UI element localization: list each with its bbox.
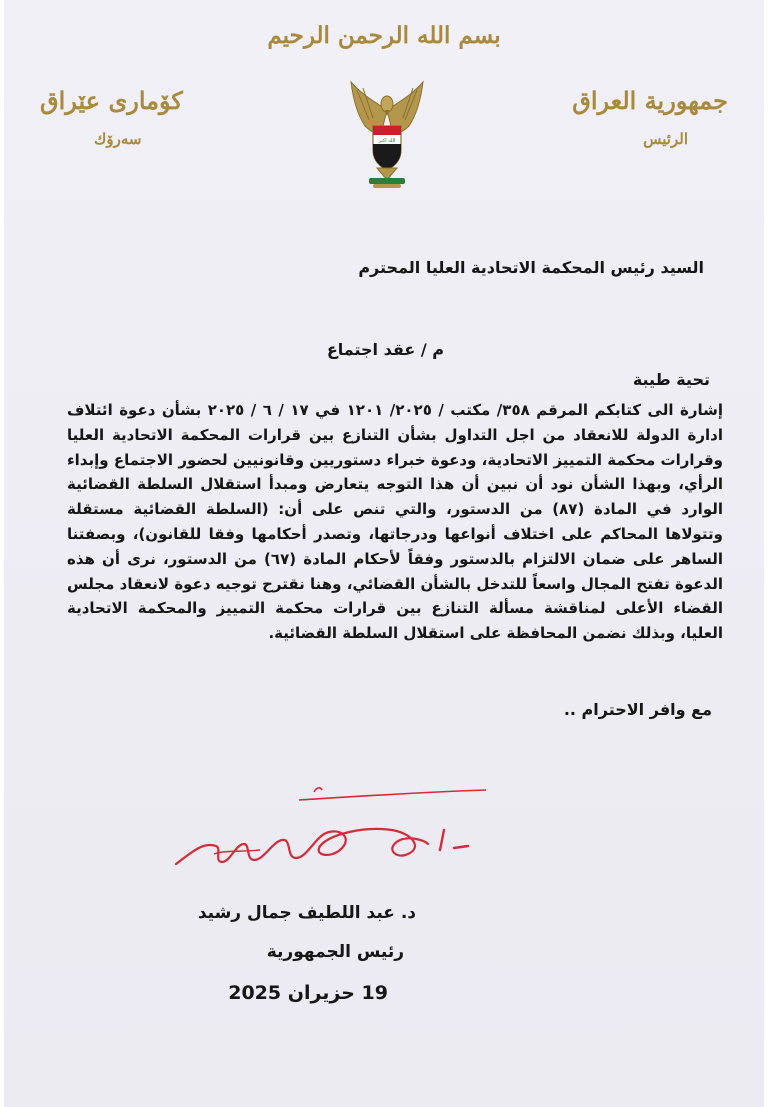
letter-page	[4, 0, 764, 1107]
letterhead-kurdish-subtitle: سەرۆك	[94, 130, 142, 148]
basmala-heading: بسم الله الرحمن الرحيم	[267, 22, 501, 49]
signer-name: د. عبد اللطيف جمال رشيد	[197, 903, 416, 923]
emblem-inscription: الله اكبر	[378, 138, 396, 144]
handwritten-signature	[164, 778, 494, 878]
signer-title: رئيس الجمهورية	[266, 942, 404, 962]
letter-addressee: السيد رئيس المحكمة الاتحادية العليا المحترم	[358, 258, 704, 277]
letter-date: 19 حزيران 2025	[228, 982, 388, 1004]
letterhead-arabic-title: جمهورية العراق	[572, 86, 728, 115]
iraq-eagle-emblem-icon	[347, 80, 427, 192]
letter-body: إشارة الى كتابكم المرقم ٣٥٨/ مكتب / ٢٠٢٥/ ١٢٠١ في ١٧ / ٦ / ٢٠٢٥ بشأن دعوة ائتلاف ادارة الدولة للانعقاد من اجل التداول بشأن التنازع بين قرارات المحكمة الاتحادية العليا وقرارات محكمة التمييز الاتحادية، ودعوة خبراء دستوريين وقانونيين لحضور الاجتماع وإبداء الرأي، وبهذا الشأن نود أن نبين أن هذا التوجه يتعارض ومبدأ استقلال السلطة القضائية الوارد في المادة (٨٧) من الدستور، والتي تنص على أن: (السلطة القضائية مستقلة وتتولاها المحاكم على اختلاف أنواعها ودرجاتها، وتصدر أحكامها وفقا للقانون)، وبصفتنا الساهر على ضمان الالتزام بالدستور وفقاً لأحكام المادة (٦٧) من الدستور، نرى أن هذه الدعوة تفتح المجال واسعاً للتدخل بالشأن القضائي، وهنا نقترح توجيه دعوة لانعقاد مجلس القضاء الأعلى لمناقشة مسألة التنازع بين قرارات محكمة التمييز والمحكمة الاتحادية العليا، وبذلك نضمن المحافظة على استقلال السلطة القضائية.	[67, 401, 724, 643]
letterhead-kurdish-title: كۆماری عێراق	[40, 86, 183, 115]
letter-subject: م / عقد اجتماع	[326, 340, 444, 359]
letterhead-arabic-subtitle: الرئيس	[643, 130, 688, 148]
letter-closing: مع وافر الاحترام ..	[563, 700, 712, 719]
letter-greeting: تحية طيبة	[632, 370, 710, 389]
